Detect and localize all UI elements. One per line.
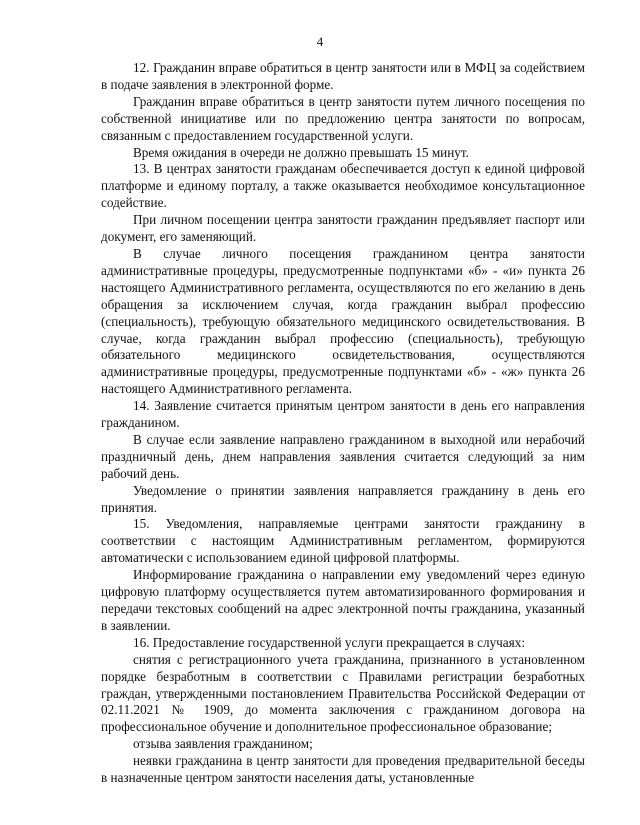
page-number: 4 (316, 34, 324, 49)
paragraph-no-show: неявки гражданина в центр занятости для проведения предварительной беседы в назначенные центром занятости населения даты, установленные (101, 753, 585, 786)
paragraph-passport: При личном посещении центра занятости гражданин предъявляет паспорт или документ, его заменяющий. (101, 212, 585, 245)
paragraph-15-notifications: 15. Уведомления, направляемые центрами занятости гражданину в соответствии с настоящим Административным регламентом, формируются автоматически с использованием единой цифровой платформы. (101, 516, 585, 566)
paragraph-personal-visit: Гражданин вправе обратиться в центр занятости путем личного посещения по собственной инициативе или по предложению центра занятости по вопросам, связанным с предоставлением государственной услуги. (101, 93, 585, 143)
paragraph-deregistration: снятия с регистрационного учета гражданина, признанного в установленном порядке безработным в соответствии с Правилами регистрации безработных граждан, утвержденными постановлением Правительства Российской Федерации от 02.11.2021 № 1909, до момента заключения с гражданином договора на профессиональное обучение и дополнительное профессиональное образование; (101, 651, 585, 735)
paragraph-16-termination: 16. Предоставление государственной услуги прекращается в случаях: (133, 634, 525, 650)
paragraph-procedures: В случае личного посещения гражданином центра занятости административные процедуры, предусмотренные подпунктами «б» - «и» пункта 26 настоящего Административного регламента, осуществляются по его желанию в день обращения за исключением случая, когда гражданин выбрал профессию (специальность), требующую обязательного медицинского освидетельствования. В случае, когда гражданин выбрал профессию (специальность), требующую обязательного медицинского освидетельствования, осуществляются административные процедуры, предусмотренные подпунктами «б» - «ж» пункта 26 настоящего Административного регламента. (101, 245, 585, 397)
paragraph-13-access: 13. В центрах занятости гражданам обеспечивается доступ к единой цифровой платформе и единому порталу, а также оказывается необходимое консультационное содействие. (101, 161, 585, 211)
paragraph-14-accepted: 14. Заявление считается принятым центром занятости в день его направления гражданином. (101, 398, 585, 431)
paragraph-12-mfc: 12. Гражданин вправе обратиться в центр занятости или в МФЦ за содействием в подаче заявления в электронной форме. (101, 60, 585, 92)
paragraph-withdrawal: отзыва заявления гражданином; (133, 736, 313, 752)
document-body (101, 60, 585, 787)
paragraph-notification: Уведомление о принятии заявления направляется гражданину в день его принятия. (101, 482, 585, 515)
paragraph-waiting-time: Время ожидания в очереди не должно превышать 15 минут. (133, 144, 469, 160)
paragraph-informing: Информирование гражданина о направлении ему уведомлений через единую цифровую платформу осуществляется путем автоматизированного формирования и передачи текстовых сообщений на адрес электронной почты гражданина, указанный в заявлении. (101, 567, 585, 633)
paragraph-holiday: В случае если заявление направлено гражданином в выходной или нерабочий праздничный день, днем направления заявления считается следующий за ним рабочий день. (101, 431, 585, 481)
